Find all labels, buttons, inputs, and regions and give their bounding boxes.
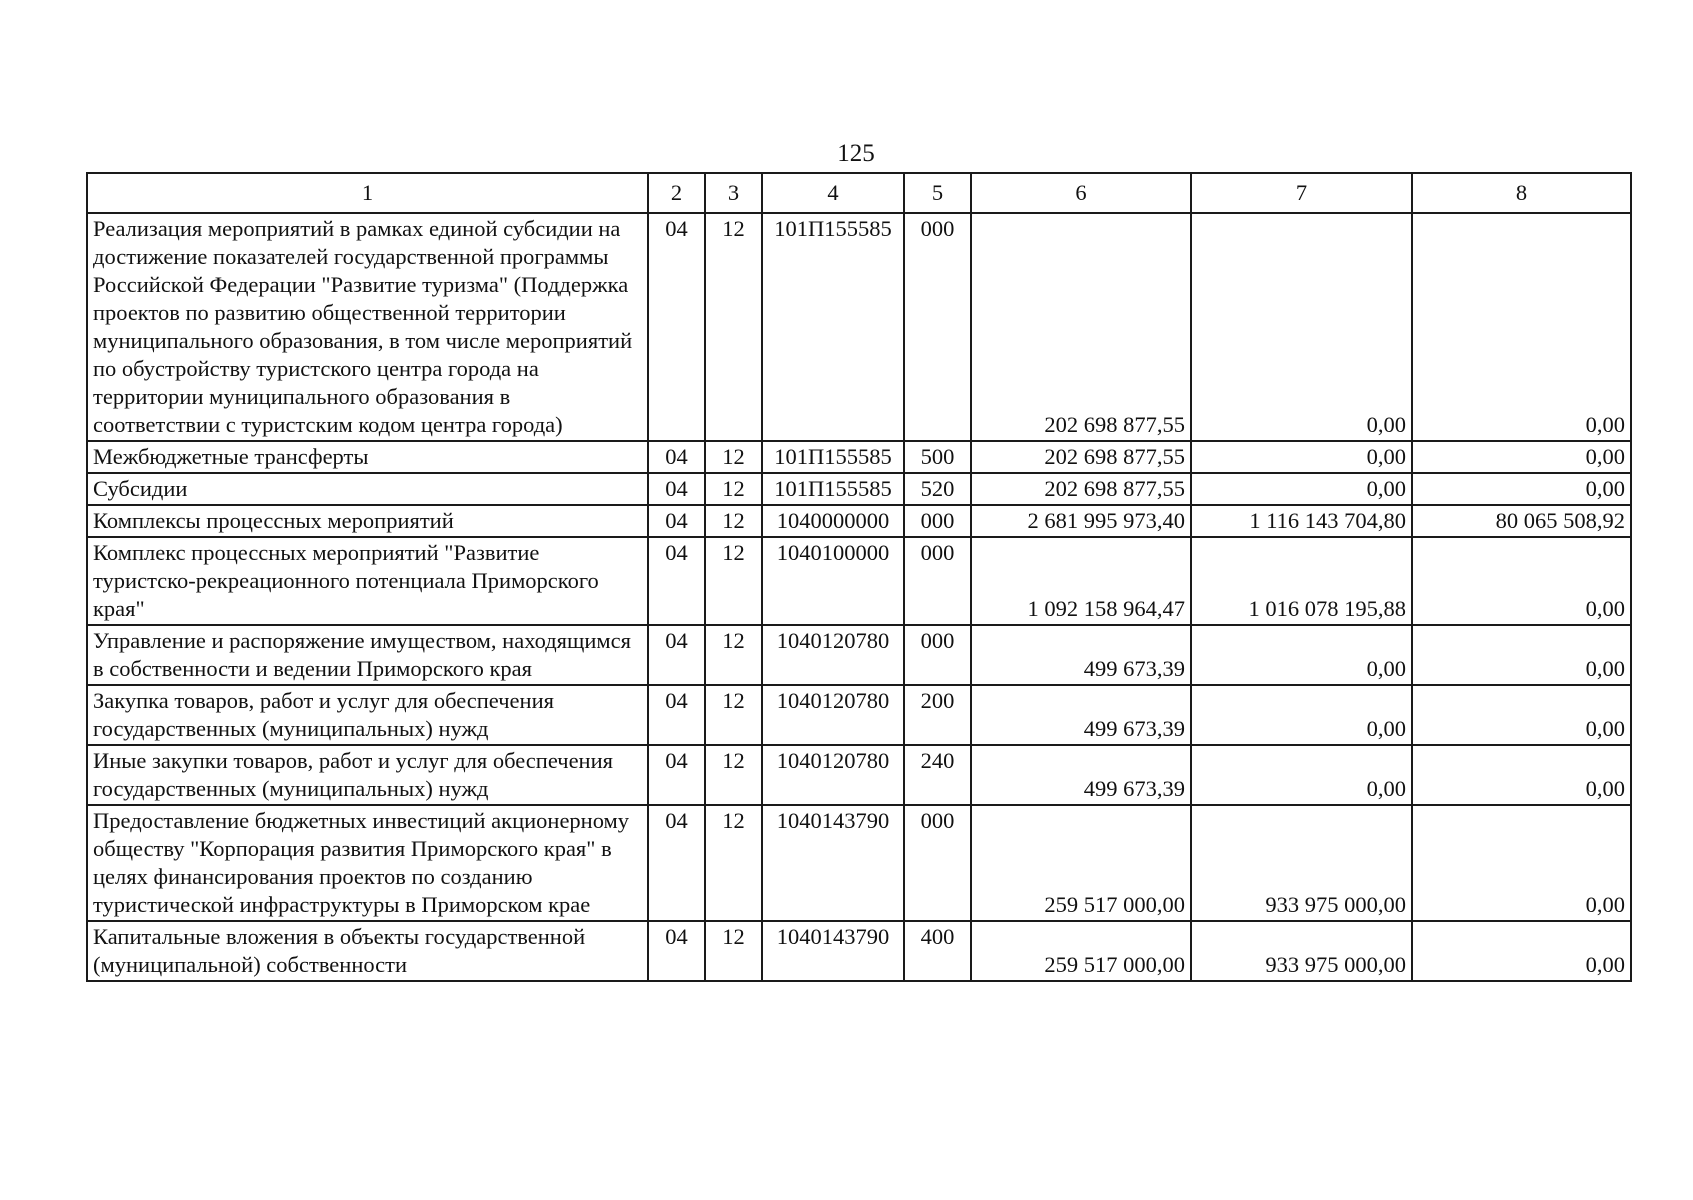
- row-expense-type: 520: [904, 473, 971, 505]
- table-row: [87, 505, 1631, 537]
- column-header: 5: [904, 173, 971, 213]
- row-amount-8: 0,00: [1412, 441, 1631, 473]
- column-header: 2: [648, 173, 705, 213]
- row-amount-6: 499 673,39: [971, 685, 1191, 745]
- row-subsection: 12: [705, 441, 762, 473]
- row-name: Субсидии: [87, 473, 648, 505]
- row-amount-7: 1 016 078 195,88: [1191, 537, 1412, 625]
- row-amount-8: 0,00: [1412, 805, 1631, 921]
- table-row: [87, 685, 1631, 745]
- row-amount-7: 0,00: [1191, 441, 1412, 473]
- row-name: Управление и распоряжение имуществом, находящимся в собственности и ведении Приморского края: [87, 625, 648, 685]
- row-amount-7: 1 116 143 704,80: [1191, 505, 1412, 537]
- table-row: [87, 921, 1631, 981]
- row-expense-type: 000: [904, 537, 971, 625]
- row-subsection: 12: [705, 805, 762, 921]
- row-section: 04: [648, 921, 705, 981]
- row-subsection: 12: [705, 921, 762, 981]
- row-target-code: 101П155585: [762, 473, 904, 505]
- row-section: 04: [648, 537, 705, 625]
- row-amount-6: 202 698 877,55: [971, 213, 1191, 441]
- row-amount-6: 499 673,39: [971, 625, 1191, 685]
- row-target-code: 101П155585: [762, 441, 904, 473]
- row-target-code: 1040120780: [762, 685, 904, 745]
- row-amount-8: 0,00: [1412, 685, 1631, 745]
- row-target-code: 1040000000: [762, 505, 904, 537]
- row-section: 04: [648, 505, 705, 537]
- row-amount-7: 933 975 000,00: [1191, 805, 1412, 921]
- table-row: [87, 537, 1631, 625]
- table-row: [87, 473, 1631, 505]
- row-expense-type: 240: [904, 745, 971, 805]
- row-target-code: 1040143790: [762, 921, 904, 981]
- row-amount-8: 0,00: [1412, 745, 1631, 805]
- table-header-row: [87, 173, 1631, 213]
- row-amount-7: 0,00: [1191, 213, 1412, 441]
- row-expense-type: 500: [904, 441, 971, 473]
- row-section: 04: [648, 625, 705, 685]
- row-expense-type: 200: [904, 685, 971, 745]
- row-amount-6: 202 698 877,55: [971, 473, 1191, 505]
- row-name: Закупка товаров, работ и услуг для обеспечения государственных (муниципальных) нужд: [87, 685, 648, 745]
- row-section: 04: [648, 685, 705, 745]
- table-row: [87, 625, 1631, 685]
- column-header: 1: [87, 173, 648, 213]
- column-header: 3: [705, 173, 762, 213]
- row-subsection: 12: [705, 625, 762, 685]
- row-target-code: 1040120780: [762, 625, 904, 685]
- row-amount-7: 0,00: [1191, 625, 1412, 685]
- row-amount-8: 0,00: [1412, 921, 1631, 981]
- row-name: Предоставление бюджетных инвестиций акционерному обществу "Корпорация развития Приморского края" в целях финансирования проектов по созданию туристической инфраструктуры в Приморском крае: [87, 805, 648, 921]
- row-amount-8: 0,00: [1412, 537, 1631, 625]
- row-name: Комплексы процессных мероприятий: [87, 505, 648, 537]
- page-number: 125: [837, 140, 875, 167]
- column-header: 4: [762, 173, 904, 213]
- row-target-code: 101П155585: [762, 213, 904, 441]
- row-amount-7: 0,00: [1191, 745, 1412, 805]
- row-expense-type: 000: [904, 805, 971, 921]
- row-subsection: 12: [705, 505, 762, 537]
- row-expense-type: 000: [904, 213, 971, 441]
- row-subsection: 12: [705, 745, 762, 805]
- row-amount-8: 0,00: [1412, 473, 1631, 505]
- row-name: Комплекс процессных мероприятий "Развитие туристско-рекреационного потенциала Приморского края": [87, 537, 648, 625]
- row-section: 04: [648, 213, 705, 441]
- row-amount-6: 2 681 995 973,40: [971, 505, 1191, 537]
- row-amount-7: 933 975 000,00: [1191, 921, 1412, 981]
- row-expense-type: 400: [904, 921, 971, 981]
- row-amount-6: 499 673,39: [971, 745, 1191, 805]
- row-target-code: 1040143790: [762, 805, 904, 921]
- row-name: Реализация мероприятий в рамках единой субсидии на достижение показателей государственной программы Российской Федерации "Развитие туризма" (Поддержка проектов по развитию общественной территории муниципального образования, в том числе мероприятий по обустройству туристского центра города на территории муниципального образования в соответствии с туристским кодом центра города): [87, 213, 648, 441]
- row-name: Капитальные вложения в объекты государственной (муниципальной) собственности: [87, 921, 648, 981]
- table-row: [87, 745, 1631, 805]
- row-section: 04: [648, 805, 705, 921]
- row-amount-6: 259 517 000,00: [971, 805, 1191, 921]
- row-name: Межбюджетные трансферты: [87, 441, 648, 473]
- row-section: 04: [648, 441, 705, 473]
- row-subsection: 12: [705, 213, 762, 441]
- row-name: Иные закупки товаров, работ и услуг для обеспечения государственных (муниципальных) нужд: [87, 745, 648, 805]
- row-amount-7: 0,00: [1191, 473, 1412, 505]
- row-section: 04: [648, 745, 705, 805]
- row-subsection: 12: [705, 685, 762, 745]
- row-target-code: 1040120780: [762, 745, 904, 805]
- column-header: 7: [1191, 173, 1412, 213]
- row-expense-type: 000: [904, 505, 971, 537]
- budget-table: [86, 172, 1632, 982]
- column-header: 6: [971, 173, 1191, 213]
- row-amount-8: 0,00: [1412, 625, 1631, 685]
- row-section: 04: [648, 473, 705, 505]
- row-subsection: 12: [705, 537, 762, 625]
- row-target-code: 1040100000: [762, 537, 904, 625]
- row-amount-6: 202 698 877,55: [971, 441, 1191, 473]
- row-amount-6: 1 092 158 964,47: [971, 537, 1191, 625]
- column-header: 8: [1412, 173, 1631, 213]
- table-row: [87, 441, 1631, 473]
- table-row: [87, 805, 1631, 921]
- row-amount-6: 259 517 000,00: [971, 921, 1191, 981]
- row-amount-7: 0,00: [1191, 685, 1412, 745]
- row-expense-type: 000: [904, 625, 971, 685]
- table-row: [87, 213, 1631, 441]
- row-amount-8: 80 065 508,92: [1412, 505, 1631, 537]
- row-subsection: 12: [705, 473, 762, 505]
- row-amount-8: 0,00: [1412, 213, 1631, 441]
